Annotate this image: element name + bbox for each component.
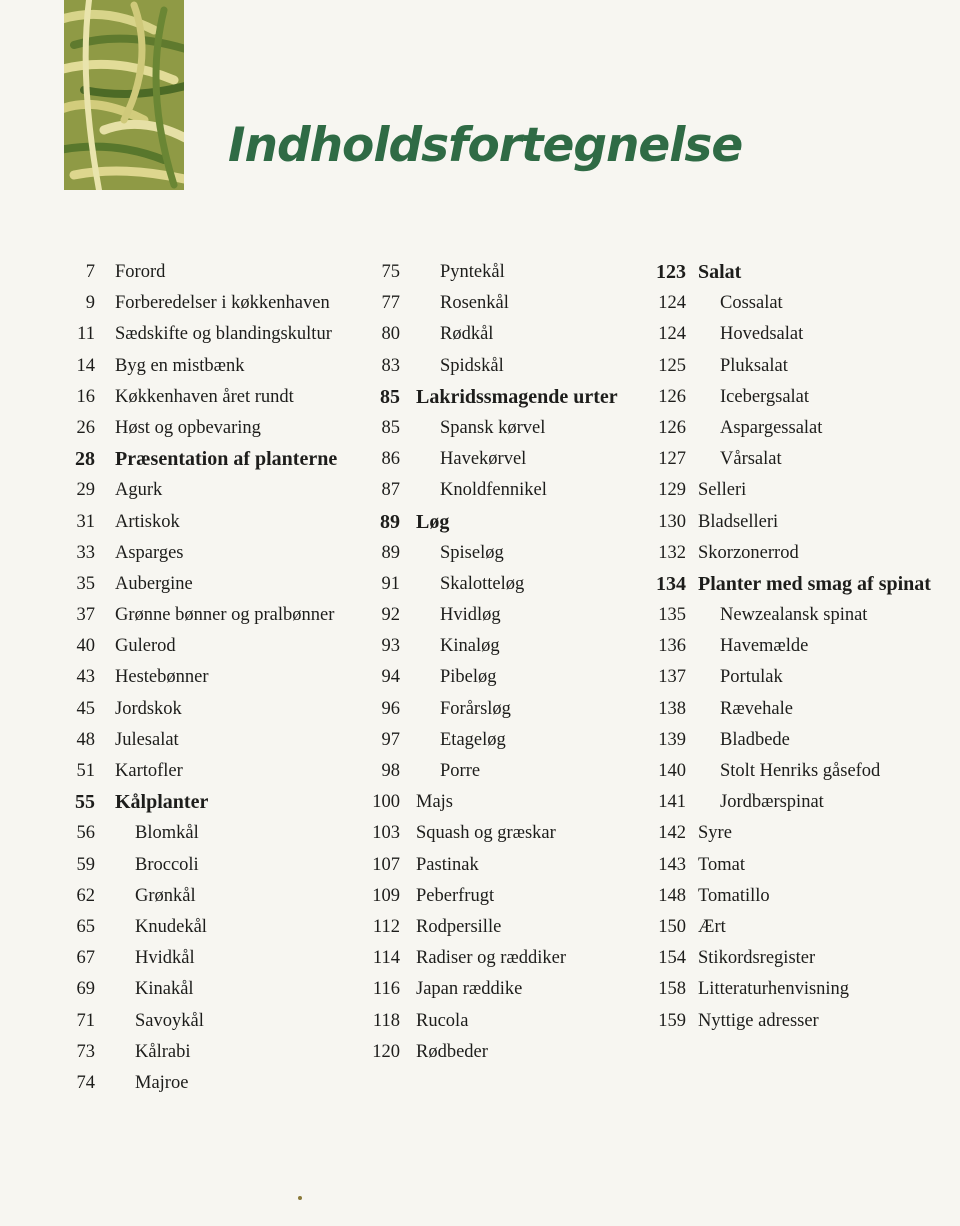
toc-page-number: 123 bbox=[656, 261, 686, 283]
toc-page-number: 69 bbox=[76, 979, 95, 1000]
toc-entry-title: Pluksalat bbox=[720, 355, 788, 376]
toc-page-number: 89 bbox=[381, 542, 400, 563]
toc-entry-title: Porre bbox=[440, 761, 481, 781]
toc-entry-title: Rucola bbox=[416, 1010, 469, 1031]
toc-page-number: 154 bbox=[658, 948, 686, 969]
toc-page-number: 137 bbox=[658, 667, 686, 688]
toc-page-number: 158 bbox=[658, 979, 686, 1000]
toc-entry-title: Hovedsalat bbox=[720, 324, 804, 345]
toc-page-number: 138 bbox=[658, 698, 686, 719]
toc-page-number: 48 bbox=[76, 729, 95, 750]
toc-entry-title: Etageløg bbox=[440, 729, 506, 750]
toc-entry-title: Jordskok bbox=[115, 698, 182, 719]
toc-page-number: 159 bbox=[658, 1010, 686, 1031]
toc-page-number: 77 bbox=[381, 293, 400, 314]
toc-entry-title: Stikordsregister bbox=[698, 948, 816, 969]
toc-entry-title: Cossalat bbox=[720, 293, 783, 314]
toc-page-number: 65 bbox=[76, 916, 95, 937]
toc-entry-title: Asparges bbox=[115, 542, 184, 563]
toc-entry-title: Knudekål bbox=[135, 916, 207, 937]
toc-entry-title: Kinakål bbox=[135, 979, 194, 1000]
toc-entry-title: Spiseløg bbox=[440, 542, 504, 563]
toc-page-number: 114 bbox=[372, 948, 400, 969]
toc-entry-title: Gulerod bbox=[115, 636, 176, 657]
toc-entry-title: Aspargessalat bbox=[720, 417, 823, 438]
toc-entry-title: Forberedelser i køkkenhaven bbox=[115, 293, 330, 314]
toc-page-number: 141 bbox=[658, 792, 686, 813]
toc-entry-title: Agurk bbox=[115, 480, 163, 501]
toc-entry-title: Savoykål bbox=[135, 1010, 204, 1031]
toc-page-number: 71 bbox=[76, 1010, 95, 1031]
toc-page-number: 62 bbox=[76, 885, 95, 906]
toc-entry-title: Pibeløg bbox=[440, 667, 497, 688]
toc-page-number: 51 bbox=[76, 761, 95, 781]
toc-page-number: 74 bbox=[76, 1072, 95, 1093]
toc-entry-title: Hvidløg bbox=[440, 605, 501, 626]
toc-entry-title: Majs bbox=[416, 792, 453, 813]
toc-page-number: 55 bbox=[75, 791, 95, 814]
toc-entry-title: Lakridssmagende urter bbox=[416, 385, 618, 408]
toc-entry-title: Broccoli bbox=[135, 854, 199, 875]
toc-page-number: 129 bbox=[658, 480, 686, 501]
toc-page-number: 127 bbox=[658, 449, 686, 470]
toc-page-number: 59 bbox=[76, 854, 95, 875]
toc-entry-title: Artiskok bbox=[115, 511, 180, 532]
toc-entry-title: Kartofler bbox=[115, 761, 183, 781]
toc-page-number: 31 bbox=[76, 511, 95, 532]
toc-page-number: 140 bbox=[658, 761, 686, 781]
toc-entry-title: Pastinak bbox=[416, 854, 479, 875]
toc-entry-title: Rosenkål bbox=[440, 293, 509, 314]
toc-page-number: 29 bbox=[76, 480, 95, 501]
toc-page-number: 132 bbox=[658, 542, 686, 563]
toc-page-number: 37 bbox=[76, 605, 95, 626]
toc-page-number: 85 bbox=[380, 385, 400, 408]
speck-mark bbox=[298, 1196, 302, 1200]
toc-entry-title: Grønne bønner og pralbønner bbox=[115, 605, 335, 626]
toc-entry-title: Spidskål bbox=[440, 355, 504, 376]
toc-entry-title: Icebergsalat bbox=[720, 386, 810, 407]
toc-page-number: 142 bbox=[658, 823, 686, 844]
beans-image bbox=[64, 0, 184, 190]
toc-entry-title: Squash og græskar bbox=[416, 823, 556, 844]
toc-page-number: 126 bbox=[658, 386, 686, 407]
toc-entry-title: Stolt Henriks gåsefod bbox=[720, 761, 881, 781]
toc-entry-title: Tomat bbox=[698, 854, 745, 875]
toc-entry-title: Forord bbox=[115, 262, 166, 282]
toc-page-number: 16 bbox=[76, 386, 95, 407]
toc-page-number: 103 bbox=[372, 823, 400, 844]
toc-entry-title: Japan ræddike bbox=[416, 979, 523, 1000]
toc-page-number: 143 bbox=[658, 854, 686, 875]
toc-page-number: 86 bbox=[381, 449, 400, 470]
toc-page-number: 118 bbox=[372, 1010, 400, 1031]
toc-entry-title: Løg bbox=[416, 510, 450, 533]
toc-page-number: 35 bbox=[76, 573, 95, 594]
toc-page-number: 107 bbox=[372, 854, 400, 875]
toc-page-number: 73 bbox=[76, 1041, 95, 1062]
toc-page-number: 124 bbox=[658, 324, 686, 345]
toc-entry-title: Syre bbox=[698, 823, 732, 844]
toc-entry-title: Julesalat bbox=[115, 729, 179, 750]
toc-page-number: 126 bbox=[658, 417, 686, 438]
toc-page-number: 56 bbox=[76, 823, 95, 844]
toc-entry-title: Præsentation af planterne bbox=[115, 448, 338, 471]
toc-page-number: 120 bbox=[372, 1041, 400, 1062]
toc-page-number: 125 bbox=[658, 355, 686, 376]
toc-page-number: 116 bbox=[372, 979, 400, 1000]
toc-entry-title: Newzealansk spinat bbox=[720, 605, 868, 626]
toc-page-number: 148 bbox=[658, 885, 686, 906]
toc-entry-title: Pyntekål bbox=[440, 262, 505, 282]
page-title: Indholdsfortegnelse bbox=[228, 118, 743, 173]
toc-entry-title: Radiser og ræddiker bbox=[416, 948, 567, 969]
toc-page-number: 98 bbox=[381, 761, 400, 781]
toc-entry-title: Rodpersille bbox=[416, 916, 502, 937]
toc-entry-title: Hvidkål bbox=[135, 948, 195, 969]
toc-page-number: 124 bbox=[658, 293, 686, 314]
toc-page-number: 92 bbox=[381, 605, 400, 626]
toc-page-number: 94 bbox=[381, 667, 400, 688]
toc-page-number: 45 bbox=[76, 698, 95, 719]
toc-entry-title: Portulak bbox=[720, 667, 783, 688]
toc-entry-title: Forårsløg bbox=[440, 698, 511, 719]
toc-entry-title: Hestebønner bbox=[115, 667, 209, 688]
toc-entry-title: Havemælde bbox=[720, 636, 809, 657]
toc-page-number: 109 bbox=[372, 885, 400, 906]
toc-entry-title: Majroe bbox=[135, 1072, 189, 1093]
toc-page-number: 9 bbox=[85, 293, 95, 314]
toc-page-number: 67 bbox=[76, 948, 95, 969]
toc-page-number: 139 bbox=[658, 729, 686, 750]
toc-page-number: 89 bbox=[380, 510, 400, 533]
toc-page-number: 7 bbox=[85, 262, 95, 282]
toc-entry-title: Kålrabi bbox=[135, 1041, 191, 1062]
toc-page-number: 28 bbox=[75, 448, 95, 471]
toc-entry-title: Kålplanter bbox=[115, 791, 209, 814]
toc-page-number: 40 bbox=[76, 636, 95, 657]
toc-page-number: 134 bbox=[656, 572, 686, 595]
toc-entry-title: Byg en mistbænk bbox=[115, 355, 245, 376]
toc-entry-title: Kinaløg bbox=[440, 636, 500, 657]
toc-page-number: 93 bbox=[381, 636, 400, 657]
toc-entry-title: Spansk kørvel bbox=[440, 417, 546, 438]
toc-entry-title: Litteraturhenvisning bbox=[698, 979, 850, 1000]
toc-entry-title: Aubergine bbox=[115, 573, 193, 594]
toc-entry-title: Salat bbox=[698, 261, 742, 283]
toc-page-number: 96 bbox=[381, 698, 400, 719]
toc-page-number: 85 bbox=[381, 417, 400, 438]
toc-entry-title: Tomatillo bbox=[698, 885, 770, 906]
toc-entry-title: Høst og opbevaring bbox=[115, 417, 261, 438]
toc-page-number: 97 bbox=[381, 729, 400, 750]
toc-entry-title: Havekørvel bbox=[440, 449, 527, 470]
toc-entry-title: Sædskifte og blandingskultur bbox=[115, 324, 332, 345]
toc-page-number: 11 bbox=[77, 324, 95, 345]
toc-entry-title: Grønkål bbox=[135, 885, 196, 906]
toc-entry-title: Peberfrugt bbox=[416, 885, 495, 906]
toc-page-number: 136 bbox=[658, 636, 686, 657]
toc-page-number: 43 bbox=[76, 667, 95, 688]
toc-entry-title: Planter med smag af spinat bbox=[698, 572, 931, 595]
toc-entry-title: Rødkål bbox=[440, 324, 494, 345]
toc-page-number: 135 bbox=[658, 605, 686, 626]
toc-entry-title: Vårsalat bbox=[720, 449, 782, 470]
toc-entry-title: Bladbede bbox=[720, 729, 790, 750]
toc-entry-title: Nyttige adresser bbox=[698, 1010, 819, 1031]
green-beans-photo bbox=[64, 0, 184, 190]
toc-entry-title: Skorzonerrod bbox=[698, 542, 799, 563]
toc-page-number: 150 bbox=[658, 916, 686, 937]
toc-entry-title: Knoldfennikel bbox=[440, 480, 547, 501]
toc-page-number: 75 bbox=[381, 262, 400, 282]
toc-entry-title: Rævehale bbox=[720, 698, 793, 719]
toc-entry-title: Skalotteløg bbox=[440, 573, 525, 594]
toc-entry-title: Køkkenhaven året rundt bbox=[115, 386, 294, 407]
toc-page-number: 130 bbox=[658, 511, 686, 532]
toc-entry-title: Rødbeder bbox=[416, 1041, 488, 1062]
toc-entry-title: Selleri bbox=[698, 480, 747, 501]
toc-page-number: 80 bbox=[381, 324, 400, 345]
toc-entry-title: Blomkål bbox=[135, 823, 199, 844]
toc-page-number: 87 bbox=[381, 480, 400, 501]
toc-page-number: 33 bbox=[76, 542, 95, 563]
toc-page-number: 112 bbox=[372, 916, 400, 937]
toc-entry-title: Jordbærspinat bbox=[720, 792, 824, 813]
toc-page-number: 91 bbox=[381, 573, 400, 594]
toc-entry-title: Bladselleri bbox=[698, 511, 779, 532]
toc-page-number: 100 bbox=[372, 792, 400, 813]
toc-entry-title: Ært bbox=[698, 916, 726, 937]
toc-page-number: 83 bbox=[381, 355, 400, 376]
toc-page-number: 14 bbox=[76, 355, 95, 376]
toc-page-number: 26 bbox=[76, 417, 95, 438]
